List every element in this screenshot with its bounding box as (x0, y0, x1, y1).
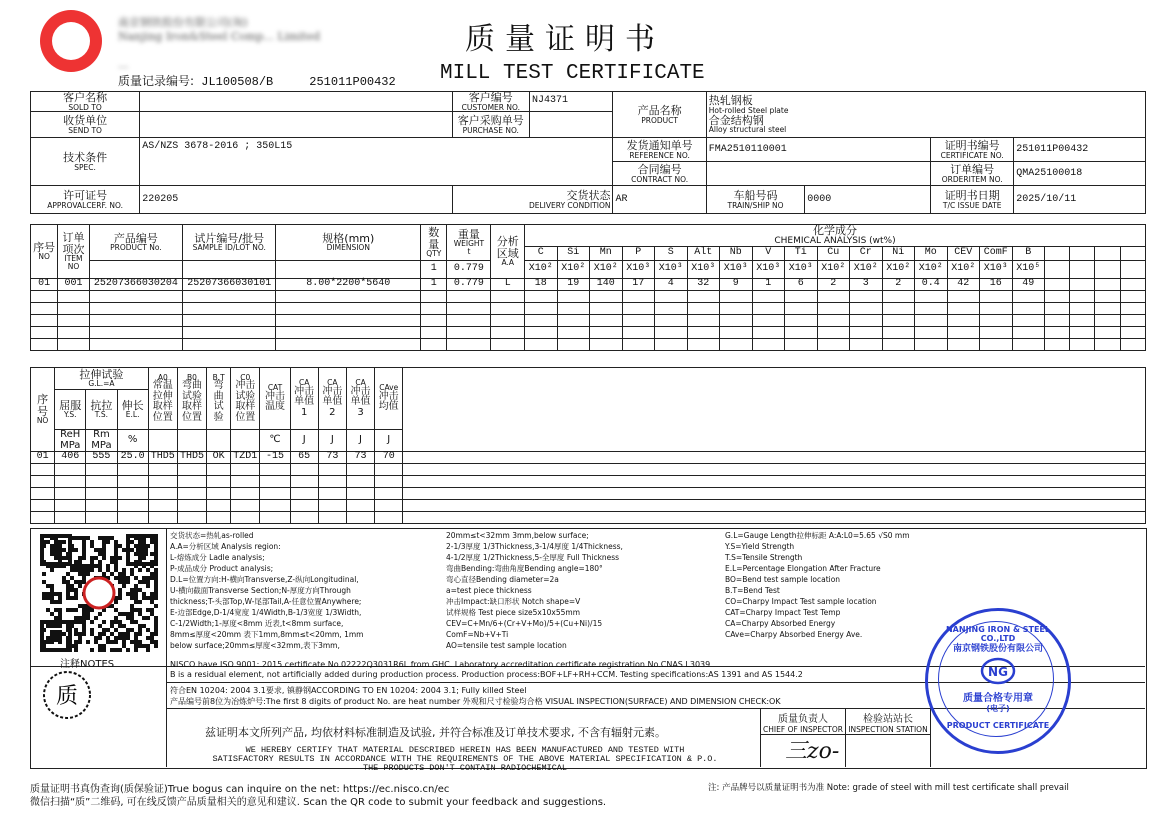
element-header: V (752, 247, 785, 261)
notes-line-4: 产品编号前8位为冶炼炉号:The first 8 digits of product No. are heat number 外观和尺寸检验均合格 VISUAL INSPECTION(SURFACE) AND DIMENSION CHECK:OK (170, 697, 781, 706)
product-name: 热轧钢板 Hot-rolled Steel plate 合金结构钢 Alloy structural steel (706, 92, 1145, 138)
note-line: CAT=Charpy Impact Test Temp (725, 608, 841, 617)
element-value: 16 (980, 279, 1013, 291)
element-unit: X10² (590, 261, 623, 279)
quality-record-label: 质量记录编号: (118, 74, 195, 88)
note-line: 8mm≤厚度<20mm 表下1mm,8mm≤t<20mm, 1mm (170, 630, 364, 639)
note-line: A.A=分析区域 Analysis region: (170, 542, 281, 551)
element-unit: X10³ (980, 261, 1013, 279)
mech-data-row: 01 406 555 25.0 THD5 THD5 OK TZD1 -15 65 73 73 70 (31, 452, 1146, 464)
notes-label: 注释NOTES (60, 659, 115, 670)
footer-note: 注: 产品牌号以质量证明书为准 Note: grade of steel with mill test certificate shall prevail (708, 783, 1069, 793)
element-header: Mo (915, 247, 948, 261)
element-header: Cr (850, 247, 883, 261)
footer-line-1: 质量证明书真伪查询(质保验证)True bogus can inquire on the net: https://ec.nisco.cn/ec (30, 784, 450, 795)
svg-text:质: 质 (55, 684, 79, 709)
note-line: L-熔炼成分 Ladle analysis; (170, 553, 265, 562)
note-line: CA=Charpy Absorbed Energy (725, 619, 836, 628)
element-unit: X10³ (785, 261, 818, 279)
note-line: below surface;20mm≤厚度<32mm,表下3mm, (170, 641, 340, 650)
notes-line-1: NISCO have ISO 9001: 2015 certificate No.02222Q3031R6L from GHC. Laboratory accreditation certificate registration No.CNAS L3039 (170, 660, 711, 669)
qr-code-icon[interactable] (40, 534, 158, 652)
title-cn: 质量证明书 (465, 22, 665, 57)
element-value: 19 (557, 279, 590, 291)
note-line: B.T=Bend Test (725, 586, 780, 595)
element-value: 4 (655, 279, 688, 291)
notes-line-2: B is a residual element, not artificially added during production process. Production process:BOF+LF+RH+CCM. Testing specifications:AS 1391 and AS 1544.2 (170, 670, 803, 679)
element-unit: X10² (525, 261, 558, 279)
note-line: C-1/2Width;1-厚度<8mm 近表,t<8mm surface, (170, 619, 344, 628)
note-line: ComF=Nb+V+Ti (446, 630, 509, 639)
note-line: 交货状态=热轧as-rolled (170, 531, 254, 540)
note-line: 4-1/2厚度 1/2Thickness,5-全厚度 Full Thickness (446, 553, 620, 562)
quality-record (118, 72, 396, 89)
element-value: 0.4 (915, 279, 948, 291)
company-seal-icon: NANJING IRON & STEEL CO.,LTD 南京钢铁股份有限公司 NG 质量合格专用章 (电子) PRODUCT CERTIFICATE (925, 608, 1071, 754)
notes-column-2 (446, 530, 716, 651)
element-header: Si (557, 247, 590, 261)
element-value: 18 (525, 279, 558, 291)
info-table: 客户名称 SOLD TO 客户编号 CUSTOMER NO. NJ4371 产品名称 PRODUCT 热轧钢板 Hot-rolled Steel plate 合金结构钢 Alloy structural steel 收货单位 SEND TO 客户采购单号 PURCHASE NO. 技术条件 SPEC. AS/NZS 3678-2016 ; 350L15 发货通知单号 REFERENCE NO. FMA2510110001 证明书编号 CERTIFICATE NO. 251011P00432 合同编号 CONTRACT NO. 订单编号 ORDERITEM NO. QMA25100018 许可证号 APPROVALCERF. NO. 220205 交货状态 DELIVERY CONDITION AR 车船号码 TRAIN/SHIP NO 0000 证明书日期 T/C ISSUE DATE 2025/10/11 (30, 91, 1146, 214)
spec-value: AS/NZS 3678-2016 ; 350L15 (140, 138, 613, 186)
header-blur-line3: ... (118, 58, 129, 71)
note-line: CO=Charpy Impact Test sample location (725, 597, 877, 606)
element-header: CEV (947, 247, 980, 261)
element-header: P (622, 247, 655, 261)
element-unit: X10³ (687, 261, 720, 279)
note-line: 弯心直径Bending diameter=2a (446, 575, 559, 584)
mechanical-table: 序号 NO 拉伸试验 G.L.=A A0 常温拉伸取样位置 B0 弯曲试验取样位置 B.T 弯曲试验 C0 冲击试验取样位置 CAT 冲击温度 CA 冲击单值1 CA 冲击单值2 CA 冲击单值3 CAve 冲击均值 屈服 Y.S. 抗拉 T.S. 伸长 E.L. ReH MPa Rm MPa % ℃ J J J J 01 406 555 25.0 THD5 THD5 OK TZD1 -15 65 73 73 70 (30, 367, 1146, 524)
element-value: 3 (850, 279, 883, 291)
note-line: Y.S=Yield Strength (725, 542, 795, 551)
element-header: Ti (785, 247, 818, 261)
note-line: AO=tensile test sample location (446, 641, 567, 650)
notes-column-3 (725, 530, 955, 640)
element-unit: X10³ (752, 261, 785, 279)
notes-column-1 (170, 530, 440, 651)
note-line: T.S=Tensile Strength (725, 553, 803, 562)
element-header: S (655, 247, 688, 261)
train-no: 0000 (805, 186, 931, 214)
element-header: Cu (817, 247, 850, 261)
issue-date: 2025/10/11 (1014, 186, 1146, 214)
chief-inspector-label: 质量负责人 CHIEF OF INSPECTOR (763, 714, 843, 734)
element-unit: X10⁵ (1012, 261, 1045, 279)
element-unit: X10² (850, 261, 883, 279)
element-value: 6 (785, 279, 818, 291)
element-value: 9 (720, 279, 753, 291)
svg-text:NG: NG (988, 665, 1008, 679)
note-line: G.L=Gauge Length拉伸标距 A:A:L0=5.65 √S0 mm (725, 531, 910, 540)
quality-record-no1: JL100508/B (201, 75, 274, 89)
chem-data-row: 01 001 25207366030204 25207366030101 8.00*2200*5640 1 0.779 L 18 19 140 17 4 32 9 1 6 2 3 2 0.4 42 16 49 (31, 279, 1146, 291)
quality-qr-icon[interactable] (42, 670, 92, 720)
reference-no: FMA2510110001 (706, 138, 930, 162)
note-line: 冲击Impact:缺口形状 Notch shape=V (446, 597, 581, 606)
chemical-table: 序号 NO 订单项次 ITEM NO 产品编号 PRODUCT No. 试片编号/批号 SAMPLE ID/LOT NO. 规格(mm) DIMENSION 数量 QTY 重量 WEIGHT t 分析区域 A.A 化学成分 CHEMICAL ANALYSIS (wt%) C Si Mn P S Alt Nb V Ti Cu Cr Ni Mo CEV ComF B 1 0.779 X10² X10² X10² X10³ X10³ X10³ X10³ X10³ X10³ X10² X10² X10² X10² X10² X10³ X10⁵ 01 001 25207366030204 25207366030101 8.00*2200*5640 1 0.779 L 18 19 140 17 4 32 9 1 6 2 3 2 0.4 42 16 49 (30, 224, 1146, 351)
inspection-station-label: 检验站站长 INSPECTION STATION (848, 714, 928, 734)
element-value: 2 (882, 279, 915, 291)
note-line: thickness;T-头部Top,W-尾部Tail,A-任意位置Anywhere; (170, 597, 362, 606)
approval-no: 220205 (140, 186, 452, 214)
note-line: a=test piece thickness (446, 586, 532, 595)
element-unit: X10² (947, 261, 980, 279)
notes-line-3: 符合EN 10204: 2004 3.1要求, 镇静钢ACCORDING TO EN 10204: 2004 3.1; Fully killed Steel (170, 686, 527, 695)
header-blur-line1: 南京钢铁股份有限公司(询) (118, 16, 248, 29)
note-line: BO=Bend test sample location (725, 575, 841, 584)
element-unit: X10² (915, 261, 948, 279)
element-header: Nb (720, 247, 753, 261)
element-unit: X10² (817, 261, 850, 279)
element-unit: X10³ (720, 261, 753, 279)
element-value: 32 (687, 279, 720, 291)
note-line: E.L=Percentage Elongation After Fracture (725, 564, 881, 573)
company-logo-icon (40, 10, 102, 72)
note-line: 试样规格 Test piece size5x10x55mm (446, 608, 581, 617)
note-line: CEV=C+Mn/6+(Cr+V+Mo)/5+(Cu+Ni)/15 (446, 619, 603, 628)
customer-no: NJ4371 (529, 92, 612, 112)
note-line: U-横向截面Transverse Section;N-厚度方向Through (170, 586, 351, 595)
certificate-no: 251011P00432 (1014, 138, 1146, 162)
certify-cn: 兹证明本文所列产品, 均依材料标准制造及试验, 并符合标准及订单技术要求, 不含有辐射元素。 (205, 726, 666, 739)
element-header: Ni (882, 247, 915, 261)
element-unit: X10³ (655, 261, 688, 279)
element-value: 17 (622, 279, 655, 291)
footer-line-2: 微信扫描“质”二维码, 可在线反馈产品质量相关的意见和建议. Scan the QR code to submit your feedback and suggestions. (30, 797, 607, 808)
element-value: 49 (1012, 279, 1045, 291)
certify-en: WE HEREBY CERTIFY THAT MATERIAL DESCRIBED HEREIN HAS BEEN MANUFACTURED AND TESTED WITH SATISFACTORY RESULTS IN ACCORDANCE WITH THE REQUIREMENTS OF THE ABOVE MATERIAL SPECIFICATION & P.O. THE PRODUCTS DON'T CONTAIN RADIOCHEMICAL (212, 745, 718, 773)
element-header: Alt (687, 247, 720, 261)
element-header: Mn (590, 247, 623, 261)
quality-record-no2: 251011P00432 (309, 75, 396, 89)
element-header: C (525, 247, 558, 261)
element-value: 140 (590, 279, 623, 291)
delivery-condition: AR (613, 186, 706, 214)
note-line: CAve=Charpy Absorbed Energy Ave. (725, 630, 863, 639)
element-unit: X10³ (622, 261, 655, 279)
note-line: D.L=位置方向:H-横向Transverse,Z-纵向Longitudinal, (170, 575, 359, 584)
title-en: MILL TEST CERTIFICATE (440, 62, 705, 85)
element-unit: X10² (557, 261, 590, 279)
note-line: E-边部Edge,D-1/4宽度 1/4Width,B-1/3宽度 1/3Width, (170, 608, 362, 617)
header-blur-line2: Nanjing Iron&Steel Comp... Limited (118, 30, 321, 43)
element-header: B (1012, 247, 1045, 261)
note-line: P-成品成分 Product analysis; (170, 564, 274, 573)
element-value: 42 (947, 279, 980, 291)
note-line: 弯曲Bending:弯曲角度Bending angle=180° (446, 564, 603, 573)
element-unit: X10² (882, 261, 915, 279)
inspector-signature: 三zo- (785, 739, 840, 764)
note-line: 2-1/3厚度 1/3Thickness,3-1/4厚度 1/4Thickness, (446, 542, 623, 551)
order-no: QMA25100018 (1014, 162, 1146, 186)
element-value: 1 (752, 279, 785, 291)
element-header: ComF (980, 247, 1013, 261)
element-value: 2 (817, 279, 850, 291)
note-line: 20mm≤t<32mm 3mm,below surface; (446, 531, 589, 540)
